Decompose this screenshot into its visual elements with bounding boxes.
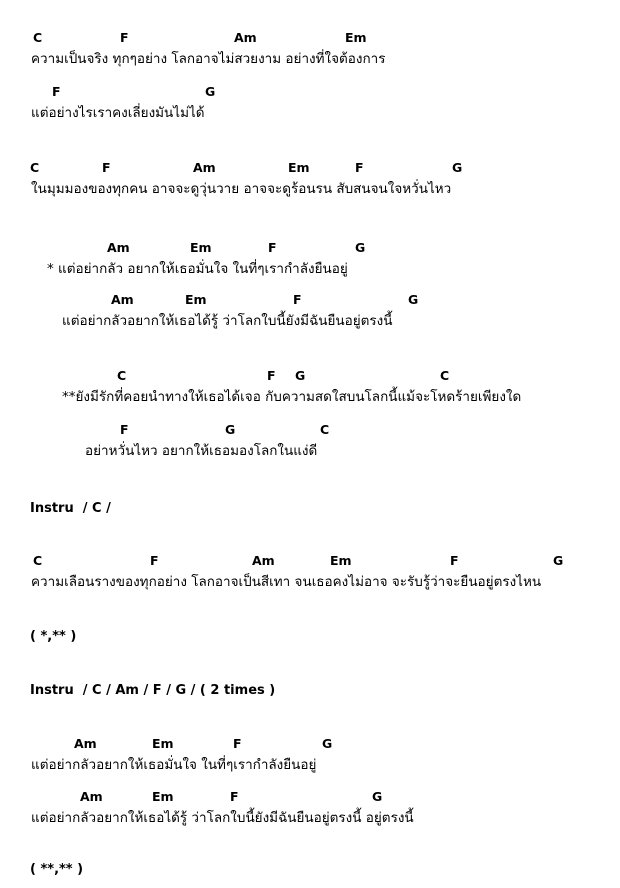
lyric-text: * แต่อย่ากลัว อยากให้เธอมั่นใจ ในที่ๆเรากำลังยืนอยู่ — [47, 261, 348, 277]
chord-label: Am — [193, 160, 216, 175]
chord-row — [0, 366, 620, 386]
lyric-row — [0, 571, 620, 593]
chord-label: F — [233, 736, 242, 751]
lyric-row — [0, 48, 620, 70]
chord-label: F — [120, 30, 129, 45]
chord-row — [0, 82, 620, 102]
chord-label: Am — [252, 553, 275, 568]
chord-label: F — [150, 553, 159, 568]
chord-label: F — [52, 84, 61, 99]
chord-label: G — [372, 789, 383, 804]
instrumental-text: ( **,** ) — [30, 862, 84, 877]
chord-label: Am — [111, 292, 134, 307]
chord-label: G — [355, 240, 366, 255]
chord-label: F — [230, 789, 239, 804]
chord-label: G — [553, 553, 564, 568]
instrumental-text: Instru / C / Am / F / G / ( 2 times ) — [30, 683, 276, 698]
lyric-block — [0, 734, 620, 776]
chord-label: G — [322, 736, 333, 751]
lyric-row — [0, 102, 620, 124]
chord-label: G — [295, 368, 306, 383]
lyric-row — [0, 386, 620, 408]
lyric-row — [0, 310, 620, 332]
chord-label: F — [355, 160, 364, 175]
lyric-text: แต่อย่ากลัวอยากให้เธอได้รู้ ว่าโลกใบนี้ยังมีฉันยืนอยู่ตรงนี้ อยู่ตรงนี้ — [31, 810, 414, 826]
chord-label: F — [293, 292, 302, 307]
instrumental-line — [0, 680, 620, 702]
lyric-block — [0, 238, 620, 280]
chord-label: G — [205, 84, 216, 99]
lyric-block — [0, 158, 620, 200]
chord-label: G — [225, 422, 236, 437]
lyric-text: ความเลือนรางของทุกอย่าง โลกอาจเป็นสีเทา จนเธอคงไม่อาจ จะรับรู้ว่าจะยืนอยู่ตรงไหน — [31, 574, 542, 590]
chord-label: Am — [80, 789, 103, 804]
chord-row — [0, 551, 620, 571]
lyric-row — [0, 440, 620, 462]
chord-label: Em — [185, 292, 207, 307]
chord-label: G — [452, 160, 463, 175]
lyric-block — [0, 420, 620, 462]
lyric-block — [0, 82, 620, 124]
chord-row — [0, 290, 620, 310]
lyric-row — [0, 258, 620, 280]
chord-label: Am — [107, 240, 130, 255]
chord-label: F — [268, 240, 277, 255]
chord-label: F — [450, 553, 459, 568]
chord-label: C — [30, 160, 40, 175]
chord-label: C — [33, 553, 43, 568]
chord-row — [0, 420, 620, 440]
chord-label: Am — [234, 30, 257, 45]
instrumental-text: ( *,** ) — [30, 629, 77, 644]
chord-label: Em — [152, 789, 174, 804]
chord-label: G — [408, 292, 419, 307]
chord-label: C — [440, 368, 450, 383]
lyric-text: แต่อย่ากลัวอยากให้เธอมั่นใจ ในที่ๆเรากำลังยืนอยู่ — [31, 757, 317, 773]
chord-row — [0, 238, 620, 258]
lyric-block — [0, 551, 620, 593]
lyric-block — [0, 28, 620, 70]
chord-label: Em — [330, 553, 352, 568]
chord-row — [0, 158, 620, 178]
chord-label: Em — [152, 736, 174, 751]
lyric-text: แต่อย่างไรเราคงเลี่ยงมันไม่ได้ — [31, 105, 205, 121]
chord-label: F — [102, 160, 111, 175]
chord-label: F — [267, 368, 276, 383]
chord-label: Am — [74, 736, 97, 751]
lyric-block — [0, 366, 620, 408]
lyric-row — [0, 807, 620, 829]
instrumental-line — [0, 859, 620, 881]
lyric-block — [0, 290, 620, 332]
chord-row — [0, 28, 620, 48]
chord-label: C — [320, 422, 330, 437]
chord-row — [0, 787, 620, 807]
lyric-row — [0, 754, 620, 776]
lyric-row — [0, 178, 620, 200]
chord-row — [0, 734, 620, 754]
lyric-text: อย่าหวั่นไหว อยากให้เธอมองโลกในแง่ดี — [85, 443, 318, 459]
lyric-text: แต่อย่ากลัวอยากให้เธอได้รู้ ว่าโลกใบนี้ยังมีฉันยืนอยู่ตรงนี้ — [62, 313, 393, 329]
chord-label: C — [117, 368, 127, 383]
lyric-block — [0, 787, 620, 829]
chord-label: Em — [190, 240, 212, 255]
chord-label: Em — [345, 30, 367, 45]
chord-label: F — [120, 422, 129, 437]
chord-label: C — [33, 30, 43, 45]
lyric-text: ความเป็นจริง ทุกๆอย่าง โลกอาจไม่สวยงาม อย่างที่ใจต้องการ — [31, 51, 386, 67]
instrumental-line — [0, 626, 620, 648]
lyric-text: **ยังมีรักที่คอยนำทางให้เธอได้เจอ กับความสดใสบนโลกนี้แม้จะโหดร้ายเพียงใด — [62, 389, 522, 405]
lyric-text: ในมุมมองของทุกคน อาจจะดูวุ่นวาย อาจจะดูร้อนรน สับสนจนใจหวั่นไหว — [31, 181, 452, 197]
instrumental-text: Instru / C / — [30, 501, 111, 516]
instrumental-line — [0, 498, 620, 520]
chord-label: Em — [288, 160, 310, 175]
